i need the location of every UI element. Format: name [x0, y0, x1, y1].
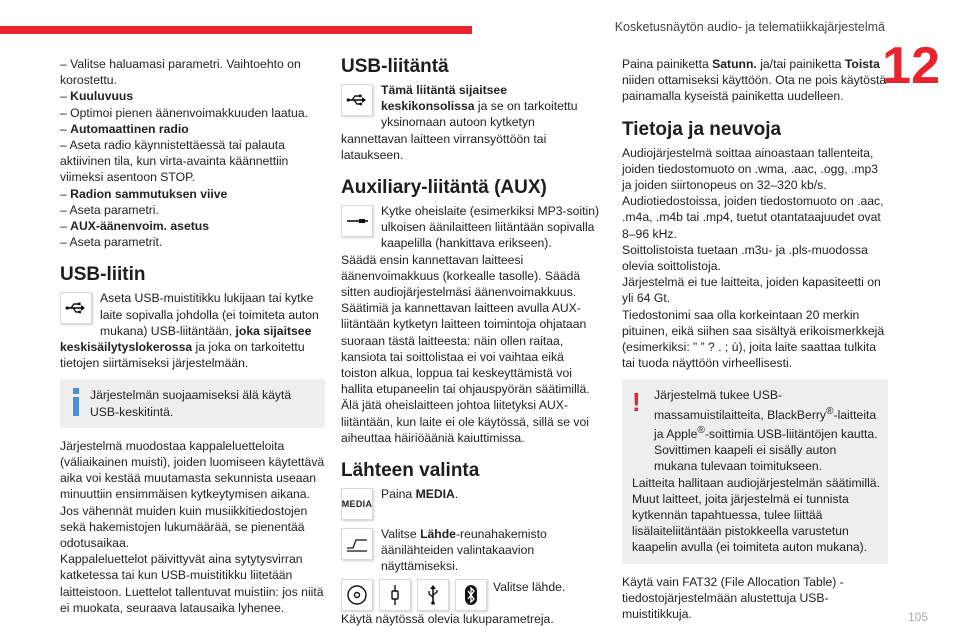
- tips-capacity: Järjestelmä ei tue laitteita, joiden kapasiteetti on yli 64 Gt.: [622, 275, 881, 306]
- info-box-usb-hub: Järjestelmän suojaamiseksi älä käytä USB-keskitintä.: [60, 379, 325, 427]
- aux-volume-paragraph: Säädä ensin kannettavan laitteesi äänenvoimakkuus (korkealle tasolle). Säädä sitten audiojärjestelmäsi äänenvoimakkuus.: [341, 252, 581, 300]
- warning-icon: !: [632, 387, 641, 418]
- usb-source-icon: [417, 579, 449, 611]
- aux-plug-icon: [379, 579, 411, 611]
- usb-icon: [60, 292, 92, 324]
- column-1: [60, 56, 325, 616]
- info-icon: [70, 388, 82, 416]
- tips-playlists: Soittolistoista tuetaan .m3u- ja .pls-muodossa olevia soittolistoja.: [622, 242, 868, 274]
- setting-auto-radio-desc: – Aseta radio käynnistettäessä tai palauta aktiivinen tila, kun virta-avainta käännettiin viimeksi asentoon STOP.: [60, 138, 289, 185]
- setting-kuuluvuus: – Kuuluvuus: [60, 89, 134, 104]
- setting-auto-radio: – Automaattinen radio: [60, 121, 189, 136]
- tips-sample-rates: Audiotiedostoissa, joiden tiedostomuoto on .aac, .m4a, .m4b tai .mp4, tuetut otantataajuudet ovat 8–96 kHz.: [622, 194, 884, 241]
- aux-warning-paragraph: Älä jätä oheislaitteen johtoa liitetyksi AUX-liitäntään, kun laite ei ole käytössä, sillä se voi aiheuttaa häiriöääniä kaiuttimissa.: [341, 398, 589, 445]
- bluetooth-icon: [455, 579, 487, 611]
- section-title-usb-liitin: USB-liitin: [60, 264, 146, 286]
- page-number: 105: [907, 610, 928, 624]
- header-accent-bar: [0, 26, 472, 34]
- chapter-number: 12: [882, 37, 940, 95]
- usb-icon: [341, 84, 373, 116]
- source-step-select: Valitse lähde.: [341, 579, 603, 611]
- warning-box-devices: ! Järjestelmä tukee USB-massamuistilaitteita, BlackBerry®-laitteita ja Apple®-soittimia USB-liitäntöjen kautta. Sovittimen kaapeli ei sisälly auton mukana tulevaan toimitukseen. Laitteita hallitaan audiojärjestelmän säätimillä. Muut laitteet, joita järjestelmä ei tunnista kytkennän tapahtuessa, tulee liittää lisälaiteliitäntään pistokkeella varustetun kaapelin avulla (ei toimiteta auton mukana).: [622, 379, 888, 563]
- setting-radio-delay: – Radion sammutuksen viive: [60, 186, 228, 201]
- step-select-parameter: – Valitse haluamasi parametri. Vaihtoehto on korostettu.: [60, 57, 301, 88]
- usb-liitanta-paragraph: Tämä liitäntä sijaitsee keskikonsolissa ja se on tarkoitettu yksinomaan autoon kytketyn kannettavan laitteen virransyöttöön tai lataukseen.: [341, 83, 578, 162]
- running-header: Kosketusnäytön audio- ja telematiikkajärjestelmä: [614, 20, 885, 34]
- usb-playlist-paragraph: Järjestelmä muodostaa kappaleluetteloita (väliaikainen muisti), joiden luomiseen käytettävä aika voi kestää muutamasta sekunnista useaan minuuttiin ensimmäisen kytkeytymisen aikana. Jos vähennät muiden kuin musiikkitiedostojen sekä hakemistojen lukumäärää, se pienentää odotusaikaa.: [60, 438, 325, 551]
- column-2: [341, 56, 603, 627]
- setting-aux-volume-desc: – Aseta parametrit.: [60, 235, 163, 250]
- section-title-tips: Tietoja ja neuvoja: [622, 118, 782, 140]
- setting-aux-volume: – AUX-äänenvoim. asetus: [60, 219, 210, 234]
- shuffle-repeat-paragraph: Paina painiketta Satunn. ja/tai painiketta Toista niiden ottamiseksi käyttöön. Ota ne pois käytöstä painamalla kyseistä painiketta uudelleen.: [622, 57, 887, 104]
- aux-control-paragraph: Säätimiä ja kannettavan laitteen avulla AUX-liitäntään kytketyn laitteen toimintoja ohjataan suoraan tästä laitteesta: näin ollen raitaa, kansiota tai soittolistaa ei voi vaihtaa eikä toiston alkua, loppua tai keskeyttämistä voi hallita etupaneelin tai ohjauspyörän säätimillä.: [341, 301, 590, 397]
- section-title-usb-liitanta: USB-liitäntä: [341, 56, 449, 77]
- column-3: [622, 56, 888, 622]
- source-playback-params: Käytä näytössä olevia lukuparametreja.: [341, 611, 554, 626]
- source-step-media: MEDIA Paina MEDIA.: [341, 486, 603, 522]
- setting-radio-delay-desc: – Aseta parametri.: [60, 202, 159, 217]
- tips-formats: Audiojärjestelmä soittaa ainoastaan tallenteita, joiden tiedostomuoto on .wma, .aac, .ogg, .mp3 ja joiden siirtonopeus on 32–320 kb/s.: [622, 145, 879, 193]
- source-icons-row: [341, 579, 487, 611]
- fat32-paragraph: Käytä vain FAT32 (File Allocation Table) -tiedostojärjestelmään alustettuja USB-muistitikkuja.: [622, 574, 844, 622]
- cd-icon: [341, 579, 373, 611]
- aux-paragraph: Kytke oheislaite (esimerkiksi MP3-soitin) ulkoisen äänilaitteen liitäntään sopivalla kaapelilla (hankittava erikseen).: [341, 203, 603, 252]
- media-button-icon: MEDIA: [341, 488, 373, 520]
- setting-kuuluvuus-desc: – Optimoi pienen äänenvoimakkuuden laatua.: [60, 105, 308, 120]
- section-title-aux: Auxiliary-liitäntä (AUX): [341, 177, 547, 199]
- tab-icon: [341, 528, 373, 560]
- tips-filenames: Tiedostonimi saa olla korkeintaan 20 merkin pituinen, eikä siihen saa sisältyä erikoismerkkejä (esimerkiksi: ” ” ? . ; ù), joita laite saattaa tulkita tai tuoda näyttöön virheellisesti.: [622, 307, 885, 371]
- aux-jack-icon: [341, 205, 373, 237]
- usb-playlist-update-paragraph: Kappaleluettelot päivittyvät aina sytytysvirran katketessa tai kun USB-muistitikku liitetään laitteistoon. Luettelot tallentuvat muistiin: jos niitä ei muokata, seuraava latausaika lyhenee.: [60, 552, 324, 615]
- usb-liitin-paragraph: Aseta USB-muistitikku lukijaan tai kytke laite sopivalla johdolla (ei toimiteta auton mukana) USB-liitäntään, joka sijaitsee keskisäilytyslokerossa ja joka on tarkoitettu tietojen siirtämiseksi järjestelmään.: [60, 291, 319, 371]
- source-step-tab: Valitse Lähde-reunahakemisto äänilähteiden valintakaavion näyttämiseksi.: [341, 526, 603, 575]
- section-title-source: Lähteen valinta: [341, 460, 480, 482]
